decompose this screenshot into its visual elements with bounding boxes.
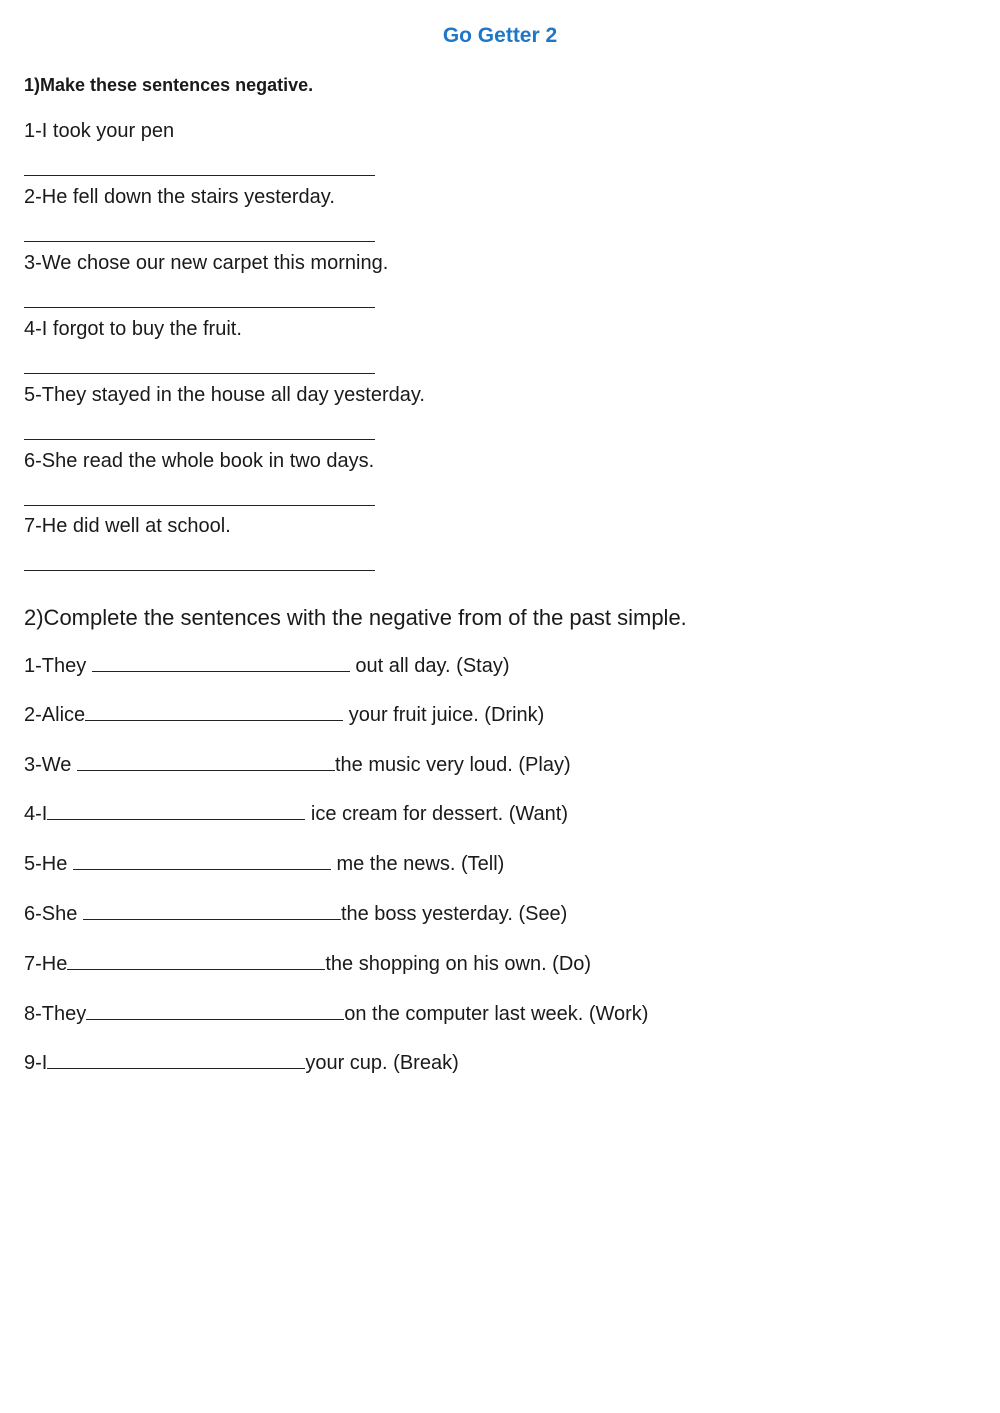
fill-in-blank[interactable] bbox=[77, 754, 335, 771]
sentence-end: your cup. (Break) bbox=[305, 1052, 459, 1074]
section2-sentence bbox=[24, 655, 510, 678]
sentence-end: me the news. (Tell) bbox=[330, 853, 505, 875]
section2-sentence bbox=[24, 1003, 648, 1026]
answer-line[interactable] bbox=[24, 241, 375, 242]
sentence-start: 1-They bbox=[24, 655, 92, 677]
answer-line[interactable] bbox=[24, 307, 375, 308]
sentence-end: the music very loud. (Play) bbox=[334, 754, 571, 776]
section1-sentence: 3-We chose our new carpet this morning. bbox=[24, 252, 389, 274]
answer-line[interactable] bbox=[24, 570, 375, 571]
sentence-start: 7-He bbox=[24, 953, 68, 975]
answer-line[interactable] bbox=[24, 439, 375, 440]
answer-line[interactable] bbox=[24, 373, 375, 374]
section1-sentence: 4-I forgot to buy the fruit. bbox=[24, 318, 242, 340]
section2-sentence bbox=[24, 704, 544, 727]
section2-sentence bbox=[24, 803, 568, 826]
page-title: Go Getter 2 bbox=[442, 24, 558, 47]
section2-sentence bbox=[24, 853, 504, 876]
answer-line[interactable] bbox=[24, 175, 375, 176]
sentence-start: 6-She bbox=[24, 903, 83, 925]
fill-in-blank[interactable] bbox=[85, 704, 343, 721]
answer-line[interactable] bbox=[24, 505, 375, 506]
sentence-start: 8-They bbox=[24, 1003, 87, 1025]
sentence-end: out all day. (Stay) bbox=[349, 655, 510, 677]
fill-in-blank[interactable] bbox=[92, 655, 350, 672]
section1-sentence: 5-They stayed in the house all day yesterday. bbox=[24, 384, 425, 406]
section1-sentence: 6-She read the whole book in two days. bbox=[24, 450, 375, 472]
sentence-start: 2-Alice bbox=[24, 704, 86, 726]
fill-in-blank[interactable] bbox=[83, 903, 341, 920]
sentence-start: 5-He bbox=[24, 853, 73, 875]
sentence-end: ice cream for dessert. (Want) bbox=[305, 803, 568, 825]
fill-in-blank[interactable] bbox=[86, 1003, 344, 1020]
section1-sentence: 1-I took your pen bbox=[24, 120, 175, 142]
sentence-start: 9-I bbox=[24, 1052, 48, 1074]
sentence-end: the boss yesterday. (See) bbox=[340, 903, 568, 925]
section1-sentence: 2-He fell down the stairs yesterday. bbox=[24, 186, 335, 208]
section2-sentence bbox=[24, 754, 571, 777]
fill-in-blank[interactable] bbox=[47, 1052, 305, 1069]
section2-heading: 2)Complete the sentences with the negative from of the past simple. bbox=[24, 605, 687, 630]
sentence-end: on the computer last week. (Work) bbox=[344, 1003, 649, 1025]
sentence-end: the shopping on his own. (Do) bbox=[325, 953, 592, 975]
section2-sentence bbox=[24, 953, 591, 976]
section1-heading: 1)Make these sentences negative. bbox=[24, 75, 314, 95]
sentence-start: 3-We bbox=[24, 754, 77, 776]
fill-in-blank[interactable] bbox=[67, 953, 325, 970]
section1-sentence: 7-He did well at school. bbox=[24, 515, 231, 537]
fill-in-blank[interactable] bbox=[47, 803, 305, 820]
sentence-end: your fruit juice. (Drink) bbox=[343, 704, 545, 726]
section2-sentence bbox=[24, 903, 567, 926]
section2-sentence bbox=[24, 1052, 459, 1075]
sentence-start: 4-I bbox=[24, 803, 48, 825]
fill-in-blank[interactable] bbox=[73, 853, 331, 870]
